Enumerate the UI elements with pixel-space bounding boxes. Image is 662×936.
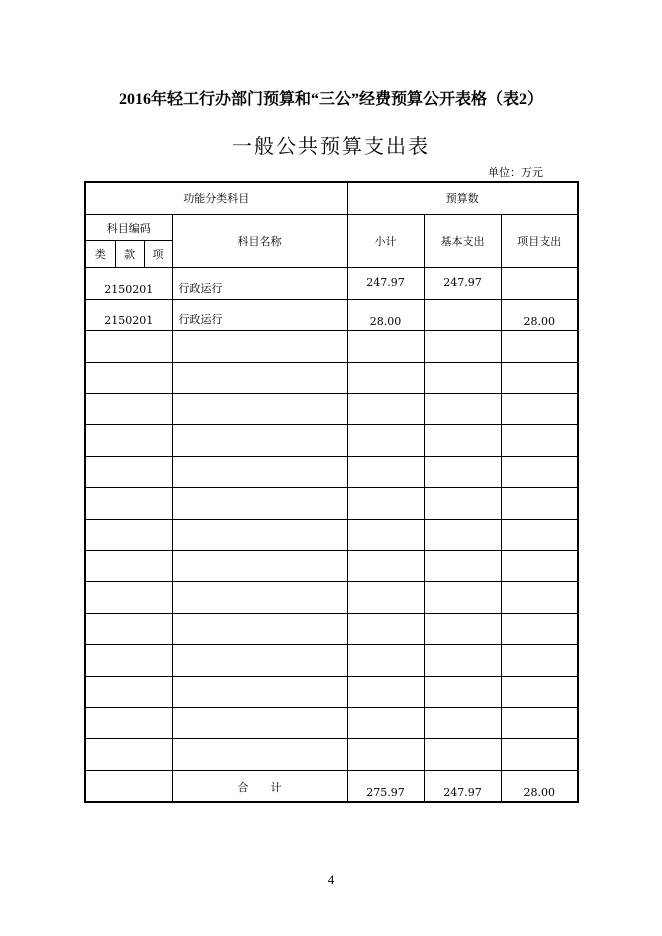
unit-label: 单位：万元 — [488, 166, 543, 179]
empty-row — [85, 488, 578, 519]
empty-row — [85, 613, 578, 644]
empty-row — [85, 393, 578, 424]
row-name: 行政运行 — [172, 268, 347, 299]
basic-expense-header: 基本支出 — [424, 214, 501, 267]
empty-row — [85, 331, 578, 362]
project-expense-header: 项目支出 — [501, 214, 578, 267]
section-header: 款 — [115, 241, 144, 268]
row-project — [501, 268, 578, 299]
total-empty-cell — [85, 770, 172, 802]
document-title: 2016年轻工行办部门预算和“三公”经费预算公开表格（表2） — [118, 91, 543, 108]
row-basic: 247.97 — [424, 268, 501, 299]
empty-row — [85, 582, 578, 613]
page-number: 4 — [327, 872, 335, 887]
subject-name-header: 科目名称 — [172, 214, 347, 267]
empty-row — [85, 362, 578, 393]
class-header: 类 — [85, 241, 115, 268]
total-label: 合 计 — [172, 770, 347, 802]
row-subtotal: 247.97 — [347, 268, 424, 299]
table-row — [85, 299, 578, 330]
function-category-header: 功能分类科目 — [85, 182, 347, 214]
subtotal-header: 小计 — [347, 214, 424, 267]
table-title: 一般公共预算支出表 — [232, 134, 430, 158]
row-code: 2150201 — [85, 299, 172, 330]
row-code: 2150201 — [85, 268, 172, 299]
budget-expenditure-table — [84, 181, 579, 803]
empty-row — [85, 551, 578, 582]
table-row — [85, 268, 578, 299]
row-subtotal: 28.00 — [347, 299, 424, 330]
budget-amount-header: 预算数 — [347, 182, 578, 214]
empty-row — [85, 425, 578, 456]
empty-row — [85, 739, 578, 770]
header-row-2 — [85, 214, 578, 240]
row-name: 行政运行 — [172, 299, 347, 330]
subject-code-header: 科目编码 — [85, 214, 172, 240]
header-row-1 — [85, 182, 578, 214]
total-row — [85, 770, 578, 802]
item-header: 项 — [144, 241, 172, 268]
row-basic — [424, 299, 501, 330]
empty-row — [85, 708, 578, 739]
empty-row — [85, 519, 578, 550]
empty-row — [85, 676, 578, 707]
row-project: 28.00 — [501, 299, 578, 330]
total-project: 28.00 — [501, 770, 578, 802]
total-subtotal: 275.97 — [347, 770, 424, 802]
empty-row — [85, 456, 578, 487]
total-basic: 247.97 — [424, 770, 501, 802]
empty-row — [85, 645, 578, 676]
